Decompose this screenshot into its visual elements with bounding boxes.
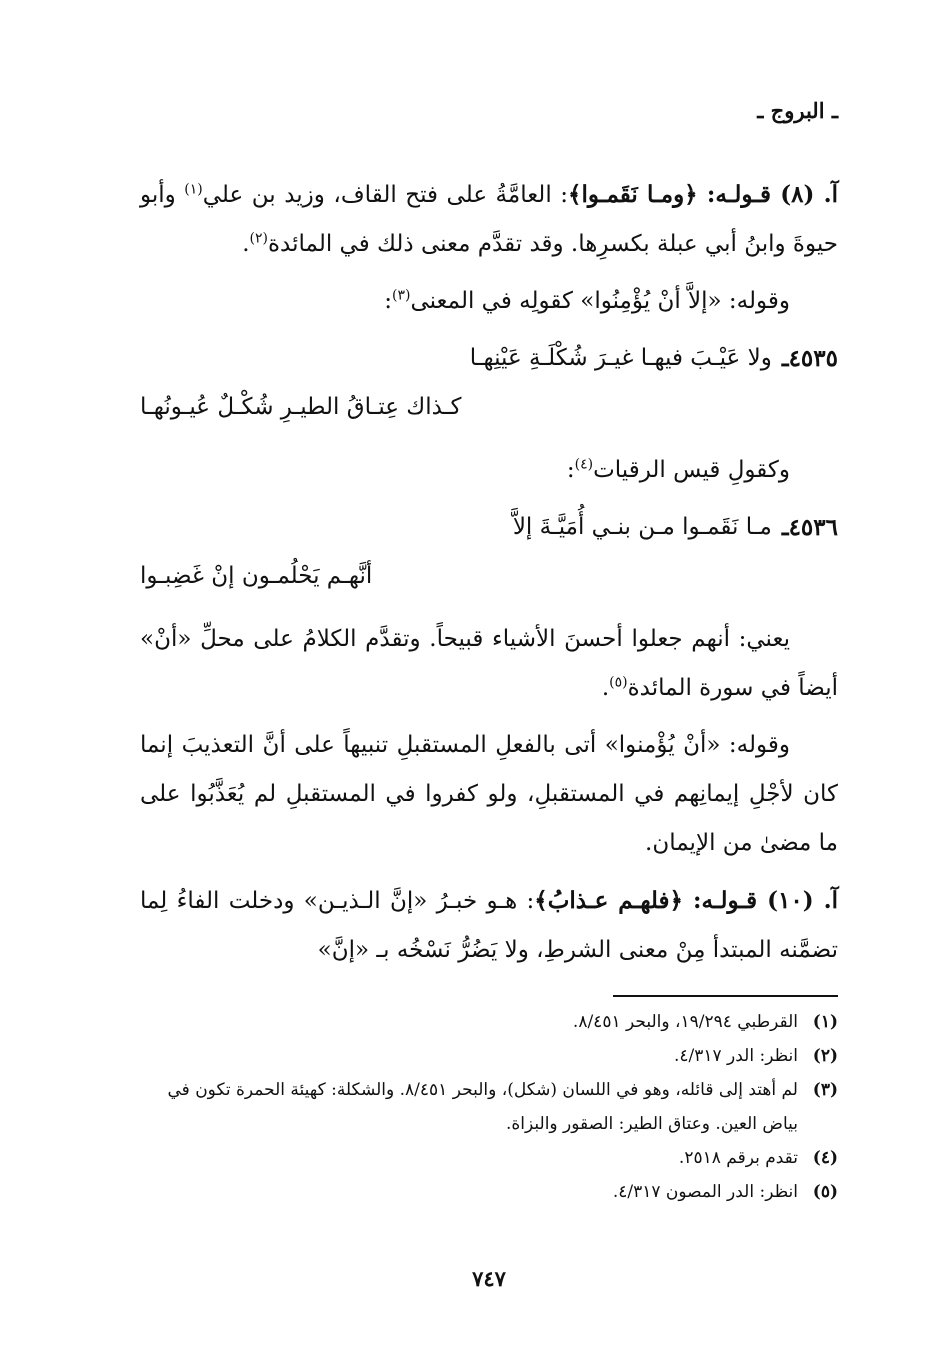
paragraph-ayah-8 xyxy=(140,170,838,269)
paragraph-text: . xyxy=(601,675,610,701)
paragraph-text: وقوله: «إلاَّ أنْ يُؤْمِنُوا» كقولِه في المعنى xyxy=(410,288,790,314)
footnote-item xyxy=(140,1141,838,1175)
footnote-text: انظر: الدر المصون ٤/٣١٧. xyxy=(612,1182,798,1202)
poem-4535 xyxy=(140,334,838,432)
poem-verse: مـا نَقَمـوا مـن بنـي أُمَيَّـةَ إلاَّ xyxy=(512,514,772,540)
footnote-number: (٥) xyxy=(812,1182,838,1202)
paragraph-text: وأبو حيوةَ وابنُ أبي عبلة بكسرِها. وقد تقدَّم معنى ذلك في المائدة xyxy=(140,182,838,257)
poem-verse: أنَّهـم يَحْلُمـون إنْ غَضِبـوا xyxy=(140,563,373,589)
paragraph-text: يعني: أنهم جعلوا أحسنَ الأشياء قبيحاً. وتقدَّم الكلامُ على محلِّ «أنْ» أيضاً في سورة المائدة xyxy=(140,626,838,701)
paragraph-text: . xyxy=(242,231,250,257)
paragraph-qays-intro xyxy=(140,446,838,495)
poem-verse: كـذاك عِتـاقُ الطيـرِ شُكْـلٌ عُيـونُهـا xyxy=(140,394,462,420)
footnote-text: انظر: الدر ٤/٣١٧. xyxy=(673,1046,798,1066)
paragraph-text: : xyxy=(566,457,575,483)
paragraph-text: وكقولِ قيس الرقيات xyxy=(593,457,790,483)
paragraph-text: وقوله: «أنْ يُؤْمنوا» أتى بالفعلِ المستقبلِ تنبيهاً على أنَّ التعذيبَ إنما كان لأجْلِ إيمانِهم في المستقبلِ، ولو كفروا في المستقبلِ لم يُعَذَّبُوا على ما مضىٰ من الإيمان. xyxy=(140,732,838,856)
footnote-text: لم أهتد إلى قائله، وهو في اللسان (شكل)، والبحر ٨/٤٥١. والشكلة: كهيئة الحمرة تكون في بياض العين. وعتاق الطير: الصقور والبزاة. xyxy=(167,1080,798,1134)
footnote-number: (٣) xyxy=(812,1080,838,1100)
footnote-item xyxy=(140,1039,838,1073)
poem-line-first xyxy=(140,503,838,552)
poem-number: ٤٥٣٥ـ xyxy=(781,345,838,372)
footnotes xyxy=(140,1005,838,1209)
poem-line-first xyxy=(140,334,838,383)
poem-line-second xyxy=(140,552,838,601)
footnote-ref[interactable]: (٤) xyxy=(574,456,594,473)
ayah-reference: آ. (١٠) قـولـه: ﴿فلهـم عـذابُ﴾ xyxy=(534,887,839,914)
footnote-divider xyxy=(613,995,838,997)
footnote-text: القرطبي ١٩/٢٩٤، والبحر ٨/٤٥١. xyxy=(572,1012,798,1032)
poem-verse: ولا عَيْـبَ فيهـا غيـرَ شُكْلَـةِ عَيْنِهـا xyxy=(469,345,772,371)
footnote-number: (١) xyxy=(812,1012,838,1032)
book-page xyxy=(140,0,838,1371)
paragraph-text: : العامَّةُ على فتح القاف، وزيد بن علي xyxy=(202,182,568,208)
footnote-item xyxy=(140,1073,838,1141)
footnote-ref[interactable]: (٥) xyxy=(609,674,628,691)
paragraph-future-tense xyxy=(140,721,838,868)
paragraph-meaning xyxy=(140,615,838,713)
footnote-number: (٤) xyxy=(812,1148,838,1168)
footnote-ref[interactable]: (١) xyxy=(184,181,203,198)
footnote-ref[interactable]: (٣) xyxy=(391,287,411,304)
footnote-item xyxy=(140,1005,838,1039)
footnote-number: (٢) xyxy=(812,1046,838,1066)
paragraph-quote-intro xyxy=(140,277,838,326)
footnote-ref[interactable]: (٢) xyxy=(249,230,268,247)
paragraph-text: : هـو خبـرُ «إنَّ الـذيـن» ودخلت الفاءُ لِما تضمَّنه المبتدأ مِنْ معنى الشرطِ، ولا يَضُرُّ نَسْخُه بـ «إنَّ» xyxy=(140,888,838,963)
footnote-text: تقدم برقم ٢٥١٨. xyxy=(678,1148,798,1168)
poem-4536 xyxy=(140,503,838,601)
poem-number: ٤٥٣٦ـ xyxy=(781,514,838,541)
paragraph-text: : xyxy=(384,288,392,314)
page-number: ٧٤٧ xyxy=(472,1266,506,1291)
running-header: ـ البروج ـ xyxy=(757,98,838,123)
ayah-reference: آ. (٨) قـولـه: ﴿ومـا نَقَمـوا﴾ xyxy=(567,181,838,208)
main-text xyxy=(140,170,838,983)
paragraph-ayah-10 xyxy=(140,876,838,975)
footnote-item xyxy=(140,1175,838,1209)
poem-line-second xyxy=(140,383,838,432)
